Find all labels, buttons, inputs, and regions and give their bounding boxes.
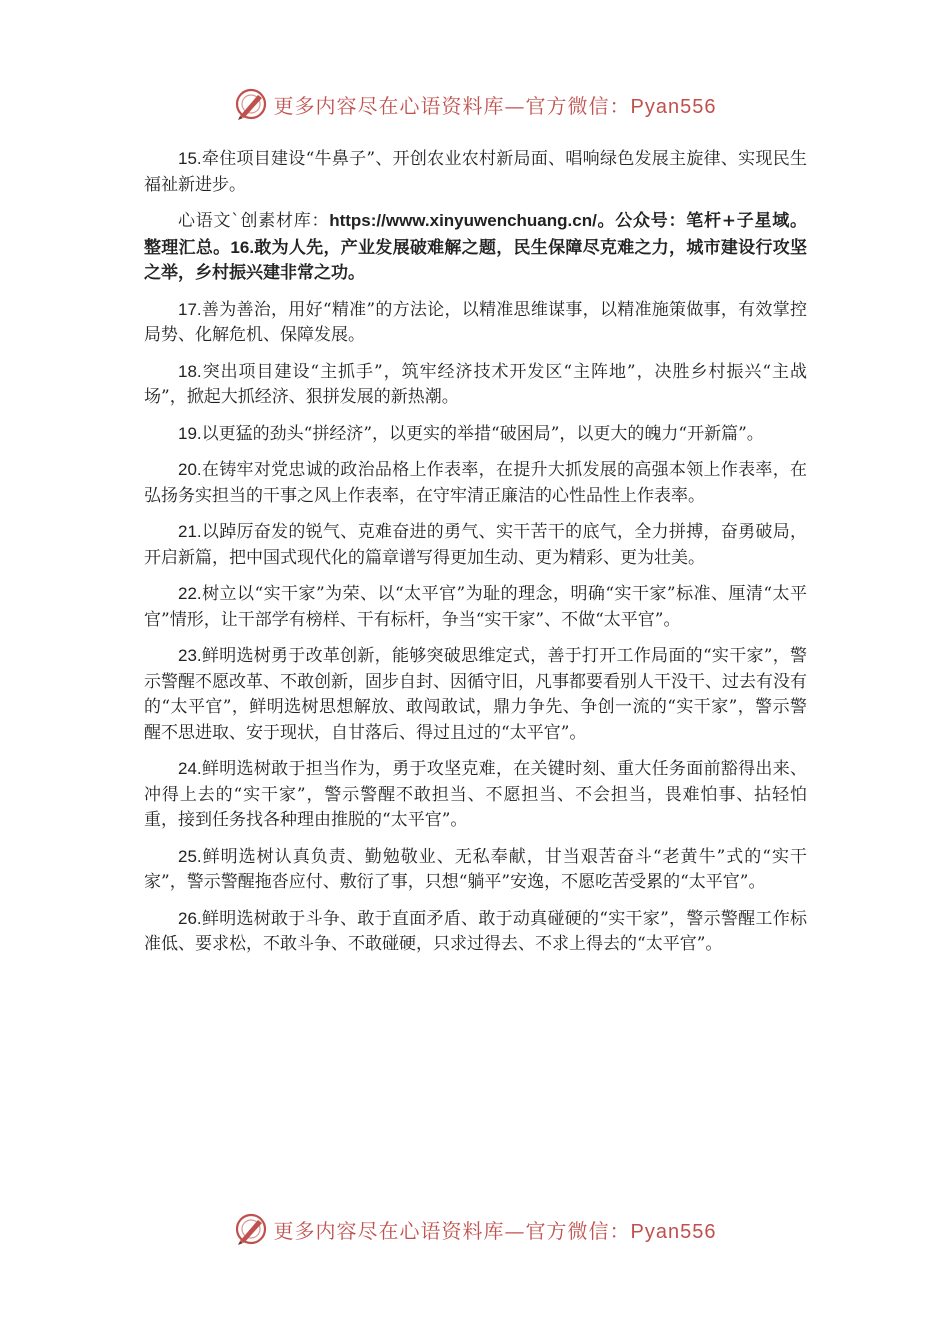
- paragraph-25: 25.鲜明选树认真负责、勤勉敬业、无私奉献，甘当艰苦奋斗“老黄牛”式的“实干家”，警示警醒拖沓应付、敷衍了事，只想“躺平”安逸，不愿吃苦受累的“太平官”。: [144, 846, 807, 892]
- source-note: 。公众号：笔杆+子星域。整理汇总。: [144, 211, 807, 258]
- paragraph-15: 15.牵住项目建设“牛鼻子”、开创农业农村新局面、唱响绿色发展主旋律、实现民生福祉新进步。: [144, 149, 807, 195]
- paragraph-26: 26.鲜明选树敢于斗争、敢于直面矛盾、敢于动真碰硬的“实干家”，警示警醒工作标准低、要求松，不敢斗争、不敢碰硬，只求过得去、不求上得去的“太平官”。: [144, 908, 807, 954]
- paragraph-18: 18.突出项目建设“主抓手”，筑牢经济技术开发区“主阵地”，决胜乡村振兴“主战场”，掀起大抓经济、狠拼发展的新热潮。: [144, 361, 807, 407]
- document-body: [144, 146, 807, 968]
- pen-logo-icon: [234, 1212, 268, 1246]
- header-banner-text: 更多内容尽在心语资料库—官方微信：Pyan556: [273, 93, 717, 118]
- paragraph-17: 17.善为善治，用好“精准”的方法论，以精准思维谋事，以精准施策做事，有效掌控局势、化解危机、保障发展。: [144, 299, 807, 345]
- header-wechat-id: Pyan556: [630, 95, 717, 118]
- footer-wechat-id: Pyan556: [630, 1220, 717, 1243]
- source-lead: 心语文`创素材库：: [178, 211, 330, 231]
- paragraph-22: 22.树立以“实干家”为荣、以“太平官”为耻的理念，明确“实干家”标准、厘清“太平官”情形，让干部学有榜样、干有标杆，争当“实干家”、不做“太平官”。: [144, 584, 807, 630]
- paragraph-16: 心语文`创素材库：https://www.xinyuwenchuang.cn/。公众号：笔杆+子星域。整理汇总。16.敢为人先，产业发展破难解之题，民生保障尽克难之力，城市建设行攻坚之举，乡村振兴建非常之功。: [144, 211, 808, 283]
- footer-banner-text: 更多内容尽在心语资料库—官方微信：Pyan556: [273, 1218, 717, 1243]
- header-banner: [0, 82, 950, 126]
- footer-banner: [0, 1207, 950, 1251]
- paragraph-19: 19.以更猛的劲头“拼经济”，以更实的举措“破困局”，以更大的魄力“开新篇”。: [178, 423, 764, 444]
- pen-logo-icon: [234, 87, 268, 121]
- paragraph-23: 23.鲜明选树勇于改革创新，能够突破思维定式，善于打开工作局面的“实干家”，警示警醒不愿改革、不敢创新，固步自封、因循守旧，凡事都要看别人干没干、过去有没有的“太平官”，鲜明选树思想解放、敢闯敢试，鼎力争先、争创一流的“实干家”，警示警醒不思进取、安于现状，自甘落后、得过且过的“太平官”。: [144, 646, 807, 743]
- paragraph-24: 24.鲜明选树敢于担当作为，勇于攻坚克难，在关键时刻、重大任务面前豁得出来、冲得上去的“实干家”，警示警醒不敢担当、不愿担当、不会担当，畏难怕事、拈轻怕重，接到任务找各种理由推脱的“太平官”。: [144, 759, 807, 830]
- paragraph-20: 20.在铸牢对党忠诚的政治品格上作表率，在提升大抓发展的高强本领上作表率，在弘扬务实担当的干事之风上作表率，在守牢清正廉洁的心性品性上作表率。: [144, 460, 807, 506]
- source-url: https://www.xinyuwenchuang.cn/: [329, 211, 597, 230]
- paragraph-21: 21.以踔厉奋发的锐气、克难奋进的勇气、实干苦干的底气，全力拼搏，奋勇破局，开启新篇，把中国式现代化的篇章谱写得更加生动、更为精彩、更为壮美。: [144, 522, 807, 568]
